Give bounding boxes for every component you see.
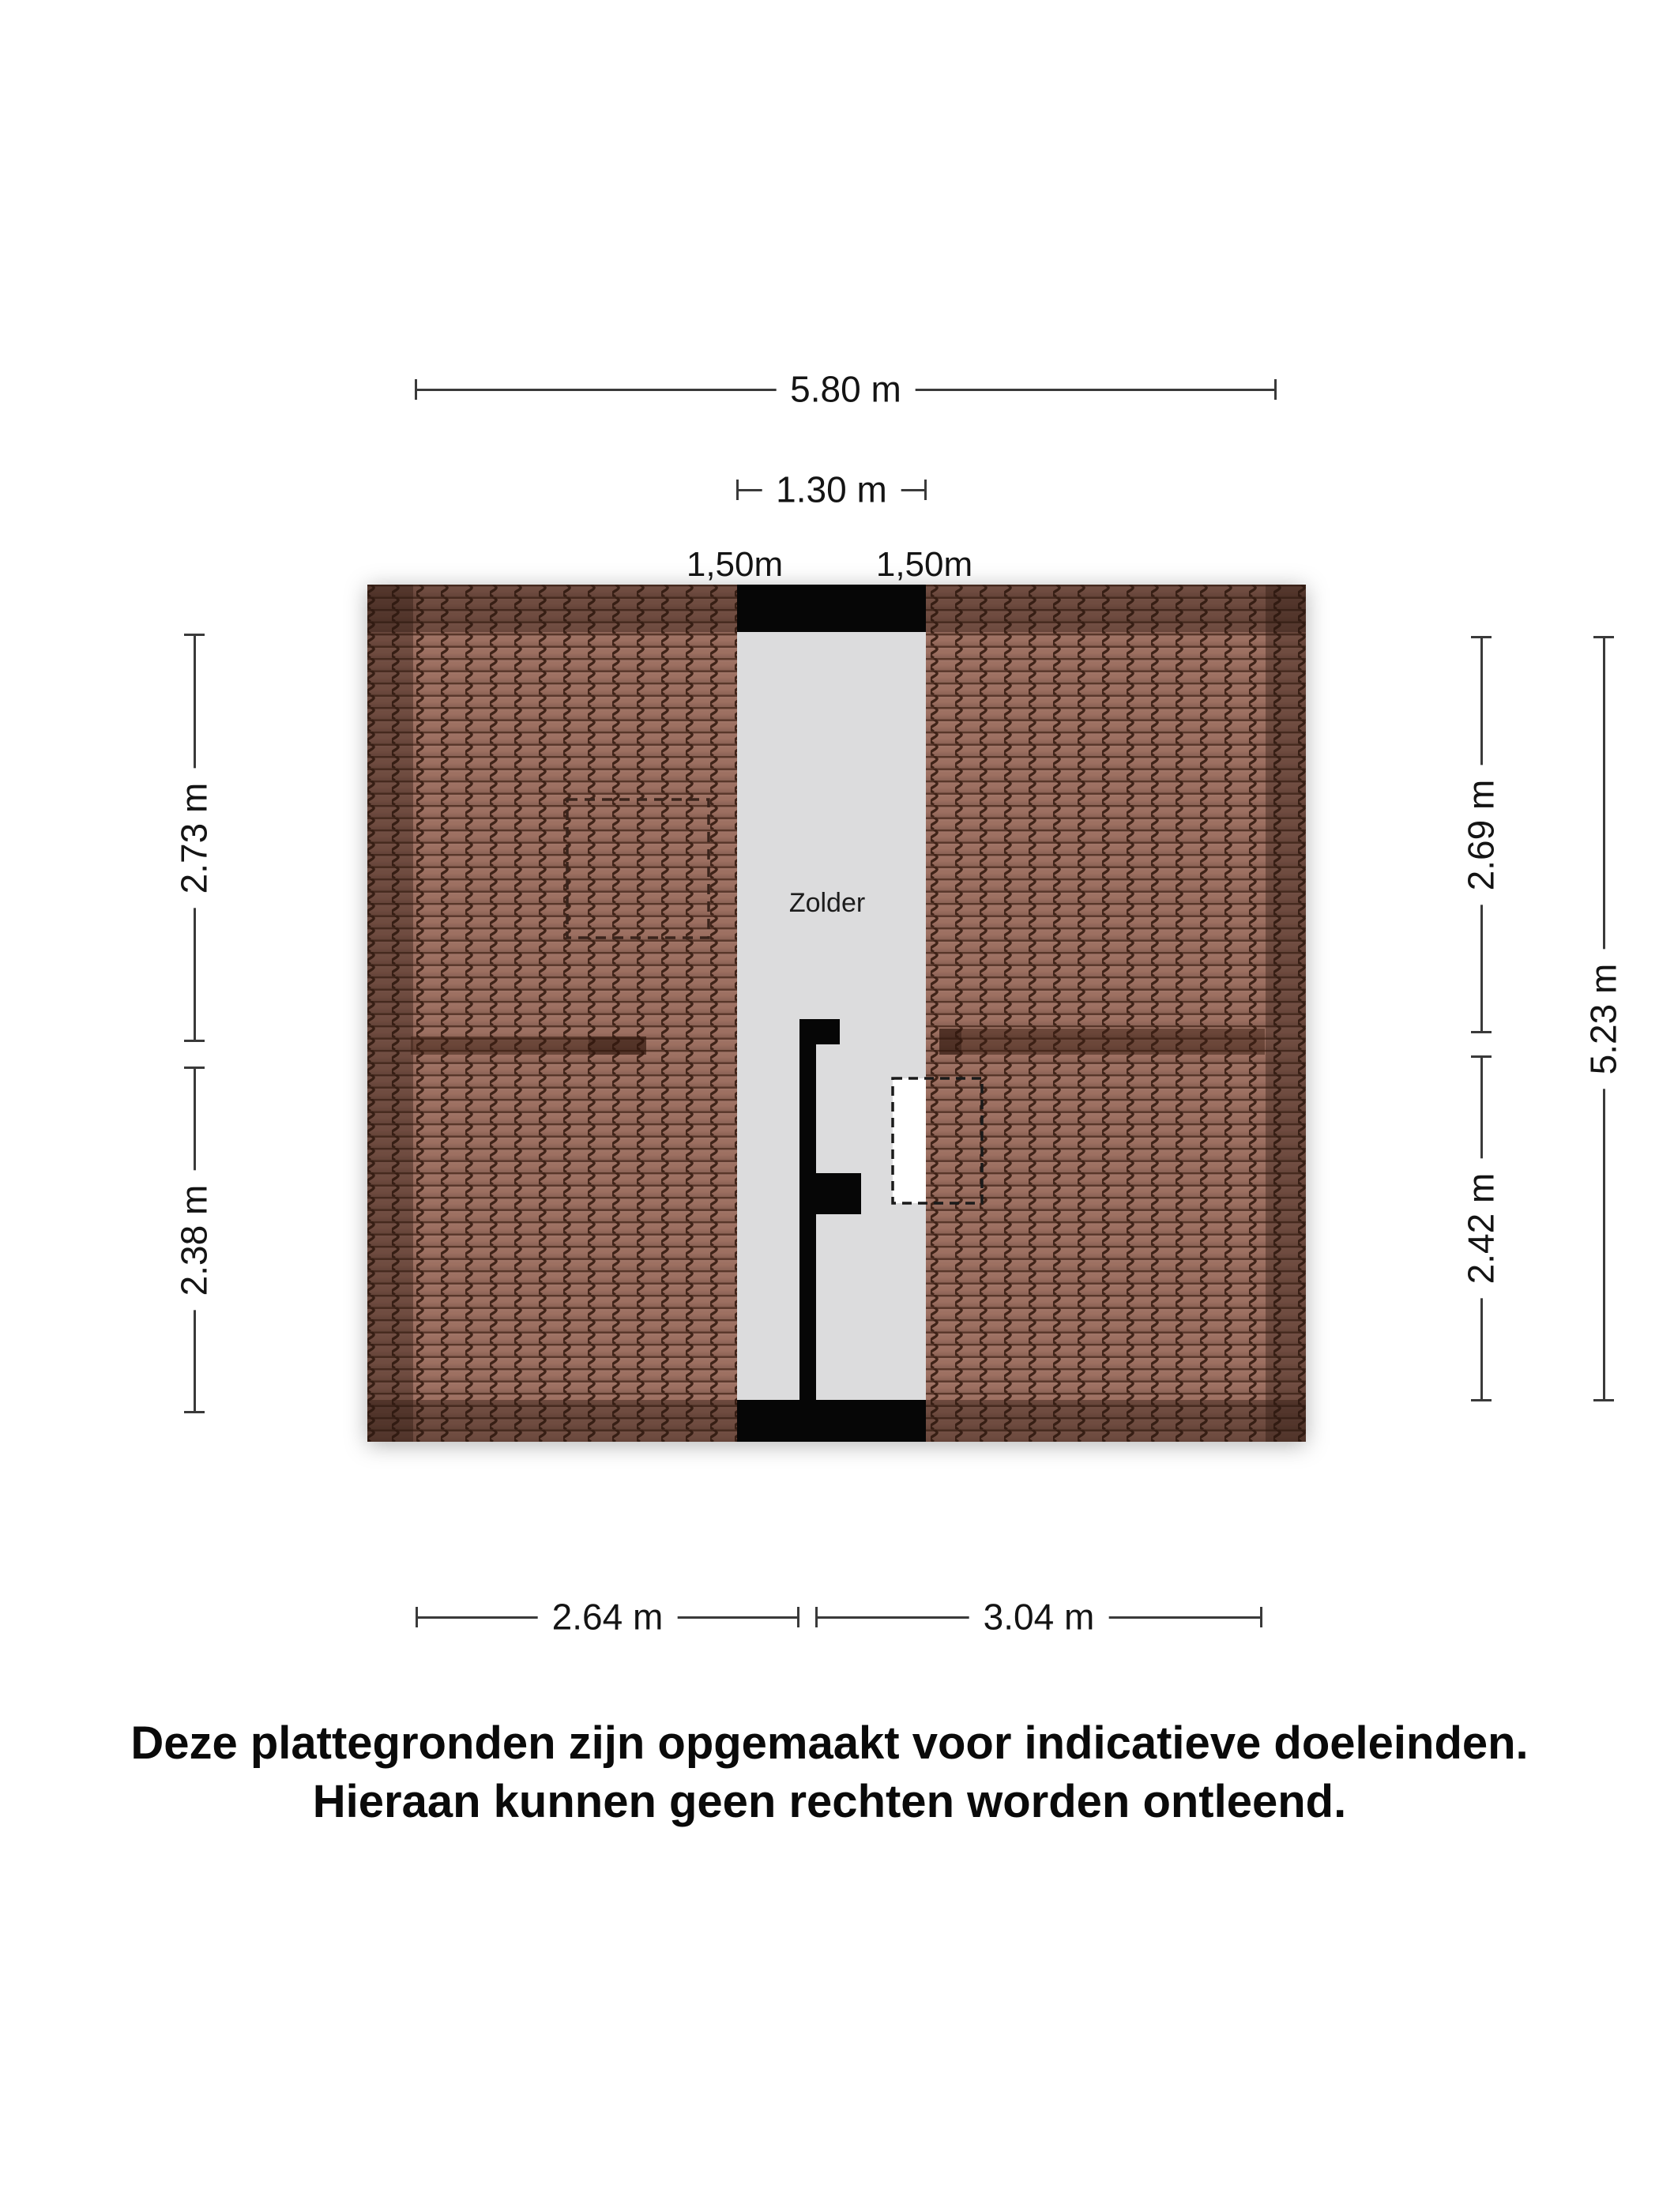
dim-tick xyxy=(184,634,205,636)
disclaimer-line-1: Deze plattegronden zijn opgemaakt voor indicatieve doeleinden. xyxy=(130,1717,1529,1769)
dim-tick xyxy=(1471,1055,1492,1058)
dim-tick xyxy=(184,1066,205,1069)
dim-label-top-total: 5.80 m xyxy=(776,370,916,410)
dim-tick xyxy=(184,1411,205,1413)
dim-tick xyxy=(1593,1399,1614,1401)
dim-label-right-lower: 2.42 m xyxy=(1462,1159,1502,1299)
dim-tick xyxy=(184,1040,205,1042)
dim-tick xyxy=(1274,379,1277,400)
dim-label-bottom-right: 3.04 m xyxy=(969,1597,1109,1638)
dim-tick xyxy=(416,1607,418,1627)
label-roof-right: 1,50m xyxy=(875,545,973,584)
dim-tick xyxy=(1593,636,1614,638)
disclaimer-line-2: Hieraan kunnen geen rechten worden ontleend. xyxy=(312,1776,1347,1827)
label-roof-left: 1,50m xyxy=(686,545,784,584)
floorplan-drawing xyxy=(367,585,1306,1442)
dim-tick xyxy=(1471,1399,1492,1401)
dim-label-right-total: 5.23 m xyxy=(1584,949,1624,1089)
dim-label-top-dormer: 1.30 m xyxy=(762,470,901,510)
roof-section-right xyxy=(926,585,1306,1442)
dim-tick xyxy=(815,1607,818,1627)
roof-section-left xyxy=(367,585,737,1442)
disclaimer xyxy=(0,1714,1659,1831)
dim-label-bottom-left: 2.64 m xyxy=(538,1597,678,1638)
dim-tick xyxy=(415,379,417,400)
dim-tick xyxy=(797,1607,799,1627)
dim-tick xyxy=(1471,636,1492,638)
dim-tick xyxy=(1260,1607,1262,1627)
dim-label-left-upper: 2.73 m xyxy=(175,768,215,908)
dim-tick xyxy=(736,480,739,500)
attic-room-floor xyxy=(737,585,926,1442)
dim-tick xyxy=(1471,1031,1492,1033)
dim-label-right-upper: 2.69 m xyxy=(1462,765,1502,905)
dim-label-left-lower: 2.38 m xyxy=(175,1170,215,1310)
room-label: Zolder xyxy=(788,888,866,918)
dim-tick xyxy=(924,480,927,500)
